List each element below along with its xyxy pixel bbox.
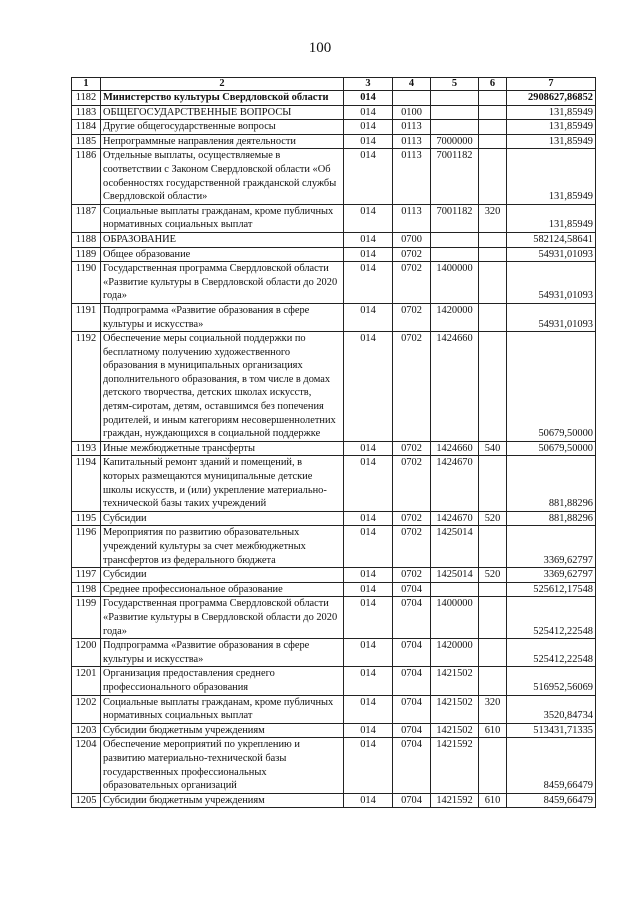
row-target-code: 1400000	[431, 597, 479, 639]
row-expense-type: 610	[479, 793, 507, 808]
row-name: Среднее профессиональное образование	[101, 582, 344, 597]
row-ministry-code: 014	[344, 441, 393, 456]
row-amount: 131,85949	[507, 134, 596, 149]
row-name: Государственная программа Свердловской области «Развитие культуры в Свердловской области до 2020 года»	[101, 597, 344, 639]
row-ministry-code: 014	[344, 105, 393, 120]
row-section-code: 0702	[393, 526, 431, 568]
row-expense-type	[479, 232, 507, 247]
row-section-code: 0702	[393, 568, 431, 583]
row-target-code: 1424660	[431, 441, 479, 456]
table-row	[72, 695, 596, 723]
table-header-row	[72, 78, 596, 91]
row-ministry-code: 014	[344, 793, 393, 808]
row-number: 1196	[72, 526, 101, 568]
row-expense-type	[479, 105, 507, 120]
row-number: 1193	[72, 441, 101, 456]
row-number: 1184	[72, 120, 101, 135]
row-ministry-code: 014	[344, 582, 393, 597]
row-name: Социальные выплаты гражданам, кроме публичных нормативных социальных выплат	[101, 204, 344, 232]
row-expense-type	[479, 134, 507, 149]
row-target-code: 1425014	[431, 526, 479, 568]
row-expense-type	[479, 247, 507, 262]
table-row	[72, 105, 596, 120]
row-amount: 54931,01093	[507, 262, 596, 304]
row-expense-type	[479, 120, 507, 135]
row-number: 1189	[72, 247, 101, 262]
row-ministry-code: 014	[344, 204, 393, 232]
budget-table	[71, 77, 596, 808]
row-section-code: 0702	[393, 247, 431, 262]
row-expense-type	[479, 332, 507, 442]
row-amount: 131,85949	[507, 120, 596, 135]
row-amount: 131,85949	[507, 149, 596, 204]
table-row	[72, 441, 596, 456]
row-ministry-code: 014	[344, 526, 393, 568]
table-row	[72, 582, 596, 597]
page-number: 100	[308, 40, 332, 56]
table-row	[72, 262, 596, 304]
column-header: 4	[393, 78, 431, 91]
row-target-code	[431, 232, 479, 247]
row-ministry-code: 014	[344, 332, 393, 442]
row-name: Мероприятия по развитию образовательных учреждений культуры за счет межбюджетных трансфертов из федерального бюджета	[101, 526, 344, 568]
row-section-code: 0702	[393, 262, 431, 304]
row-target-code	[431, 91, 479, 106]
row-ministry-code: 014	[344, 695, 393, 723]
table-row	[72, 723, 596, 738]
row-number: 1192	[72, 332, 101, 442]
column-header: 2	[101, 78, 344, 91]
row-name: Субсидии	[101, 511, 344, 526]
row-ministry-code: 014	[344, 134, 393, 149]
row-expense-type	[479, 303, 507, 331]
row-section-code: 0113	[393, 134, 431, 149]
row-number: 1186	[72, 149, 101, 204]
row-amount: 881,88296	[507, 511, 596, 526]
table-row	[72, 456, 596, 511]
row-target-code: 1421502	[431, 723, 479, 738]
row-number: 1195	[72, 511, 101, 526]
table-row	[72, 149, 596, 204]
row-expense-type: 540	[479, 441, 507, 456]
row-expense-type	[479, 582, 507, 597]
table-row	[72, 793, 596, 808]
row-target-code: 1421502	[431, 695, 479, 723]
row-number: 1182	[72, 91, 101, 106]
row-expense-type	[479, 738, 507, 793]
row-number: 1202	[72, 695, 101, 723]
row-ministry-code: 014	[344, 639, 393, 667]
table-row	[72, 204, 596, 232]
table-row	[72, 332, 596, 442]
row-ministry-code: 014	[344, 568, 393, 583]
row-name: ОБРАЗОВАНИЕ	[101, 232, 344, 247]
row-ministry-code: 014	[344, 232, 393, 247]
row-amount: 54931,01093	[507, 303, 596, 331]
row-number: 1200	[72, 639, 101, 667]
row-target-code: 1425014	[431, 568, 479, 583]
row-target-code: 1424670	[431, 511, 479, 526]
row-target-code	[431, 120, 479, 135]
row-amount: 582124,58641	[507, 232, 596, 247]
column-header: 5	[431, 78, 479, 91]
column-header: 1	[72, 78, 101, 91]
row-expense-type: 520	[479, 511, 507, 526]
row-ministry-code: 014	[344, 667, 393, 695]
row-name: Субсидии	[101, 568, 344, 583]
row-name: Общее образование	[101, 247, 344, 262]
row-target-code	[431, 247, 479, 262]
row-ministry-code: 014	[344, 456, 393, 511]
row-name: Непрограммные направления деятельности	[101, 134, 344, 149]
row-expense-type	[479, 262, 507, 304]
row-target-code: 1420000	[431, 303, 479, 331]
table-row	[72, 568, 596, 583]
row-target-code: 1421592	[431, 738, 479, 793]
row-ministry-code: 014	[344, 262, 393, 304]
row-number: 1201	[72, 667, 101, 695]
row-target-code: 1421592	[431, 793, 479, 808]
row-target-code: 1421502	[431, 667, 479, 695]
row-section-code	[393, 91, 431, 106]
row-expense-type: 320	[479, 695, 507, 723]
table-row	[72, 232, 596, 247]
row-target-code: 1420000	[431, 639, 479, 667]
row-amount: 8459,66479	[507, 738, 596, 793]
row-number: 1194	[72, 456, 101, 511]
row-amount: 131,85949	[507, 204, 596, 232]
row-section-code: 0702	[393, 511, 431, 526]
row-amount: 3520,84734	[507, 695, 596, 723]
row-expense-type	[479, 149, 507, 204]
row-expense-type	[479, 597, 507, 639]
row-target-code	[431, 582, 479, 597]
row-section-code: 0113	[393, 120, 431, 135]
row-number: 1187	[72, 204, 101, 232]
row-name: Подпрограмма «Развитие образования в сфере культуры и искусства»	[101, 639, 344, 667]
table-row	[72, 738, 596, 793]
row-number: 1191	[72, 303, 101, 331]
row-section-code: 0704	[393, 738, 431, 793]
table-row	[72, 526, 596, 568]
row-number: 1197	[72, 568, 101, 583]
row-target-code: 7001182	[431, 204, 479, 232]
row-number: 1205	[72, 793, 101, 808]
row-name: ОБЩЕГОСУДАРСТВЕННЫЕ ВОПРОСЫ	[101, 105, 344, 120]
row-name: Министерство культуры Свердловской области	[101, 91, 344, 106]
table-row	[72, 91, 596, 106]
row-number: 1198	[72, 582, 101, 597]
row-section-code: 0113	[393, 149, 431, 204]
column-header: 3	[344, 78, 393, 91]
row-target-code: 7000000	[431, 134, 479, 149]
row-section-code: 0700	[393, 232, 431, 247]
row-number: 1185	[72, 134, 101, 149]
column-header: 7	[507, 78, 596, 91]
row-amount: 516952,56069	[507, 667, 596, 695]
row-amount: 881,88296	[507, 456, 596, 511]
row-expense-type	[479, 456, 507, 511]
row-section-code: 0704	[393, 695, 431, 723]
row-amount: 525412,22548	[507, 639, 596, 667]
table-body	[72, 78, 596, 808]
row-name: Социальные выплаты гражданам, кроме публичных нормативных социальных выплат	[101, 695, 344, 723]
row-section-code: 0113	[393, 204, 431, 232]
row-name: Обеспечение меры социальной поддержки по бесплатному получению художественного образования в муниципальных организациях дополнительного образования, в том числе в домах детского творчества, детских школах искусств, детям-сиротам, детям, оставшимся без попечения родителей, и иным категориям несовершеннолетних граждан, нуждающихся в социальной поддержке	[101, 332, 344, 442]
row-amount: 3369,62797	[507, 568, 596, 583]
row-expense-type	[479, 91, 507, 106]
row-number: 1183	[72, 105, 101, 120]
row-name: Подпрограмма «Развитие образования в сфере культуры и искусства»	[101, 303, 344, 331]
row-name: Организация предоставления среднего профессионального образования	[101, 667, 344, 695]
row-section-code: 0704	[393, 582, 431, 597]
row-amount: 2908627,86852	[507, 91, 596, 106]
row-number: 1199	[72, 597, 101, 639]
row-expense-type	[479, 639, 507, 667]
row-amount: 525412,22548	[507, 597, 596, 639]
table-row	[72, 639, 596, 667]
table-row	[72, 597, 596, 639]
row-name: Субсидии бюджетным учреждениям	[101, 723, 344, 738]
table-row	[72, 247, 596, 262]
row-ministry-code: 014	[344, 303, 393, 331]
table-row	[72, 303, 596, 331]
row-section-code: 0704	[393, 639, 431, 667]
row-ministry-code: 014	[344, 120, 393, 135]
row-ministry-code: 014	[344, 247, 393, 262]
row-section-code: 0704	[393, 793, 431, 808]
row-ministry-code: 014	[344, 597, 393, 639]
column-header: 6	[479, 78, 507, 91]
row-amount: 50679,50000	[507, 332, 596, 442]
row-target-code: 7001182	[431, 149, 479, 204]
row-section-code: 0100	[393, 105, 431, 120]
row-ministry-code: 014	[344, 738, 393, 793]
row-target-code: 1400000	[431, 262, 479, 304]
row-section-code: 0702	[393, 303, 431, 331]
row-amount: 50679,50000	[507, 441, 596, 456]
row-section-code: 0704	[393, 723, 431, 738]
row-name: Иные межбюджетные трансферты	[101, 441, 344, 456]
row-amount: 8459,66479	[507, 793, 596, 808]
row-expense-type	[479, 667, 507, 695]
row-name: Обеспечение мероприятий по укреплению и развитию материально-технической базы государственных профессиональных образовательных организаций	[101, 738, 344, 793]
row-amount: 131,85949	[507, 105, 596, 120]
row-amount: 3369,62797	[507, 526, 596, 568]
row-section-code: 0704	[393, 667, 431, 695]
row-ministry-code: 014	[344, 91, 393, 106]
row-number: 1190	[72, 262, 101, 304]
row-number: 1203	[72, 723, 101, 738]
row-number: 1188	[72, 232, 101, 247]
row-name: Субсидии бюджетным учреждениям	[101, 793, 344, 808]
row-ministry-code: 014	[344, 149, 393, 204]
row-name: Другие общегосударственные вопросы	[101, 120, 344, 135]
row-section-code: 0702	[393, 441, 431, 456]
table-row	[72, 511, 596, 526]
row-expense-type: 520	[479, 568, 507, 583]
row-name: Отдельные выплаты, осуществляемые в соответствии с Законом Свердловской области «Об особенностях государственной гражданской службы Свердловской области»	[101, 149, 344, 204]
row-target-code: 1424670	[431, 456, 479, 511]
row-ministry-code: 014	[344, 723, 393, 738]
row-number: 1204	[72, 738, 101, 793]
row-amount: 54931,01093	[507, 247, 596, 262]
row-ministry-code: 014	[344, 511, 393, 526]
row-name: Государственная программа Свердловской области «Развитие культуры в Свердловской области до 2020 года»	[101, 262, 344, 304]
row-amount: 525612,17548	[507, 582, 596, 597]
row-amount: 513431,71335	[507, 723, 596, 738]
table-row	[72, 134, 596, 149]
row-target-code: 1424660	[431, 332, 479, 442]
row-expense-type: 320	[479, 204, 507, 232]
row-target-code	[431, 105, 479, 120]
row-section-code: 0702	[393, 332, 431, 442]
table-row	[72, 120, 596, 135]
row-section-code: 0704	[393, 597, 431, 639]
row-section-code: 0702	[393, 456, 431, 511]
row-expense-type: 610	[479, 723, 507, 738]
table-row	[72, 667, 596, 695]
row-expense-type	[479, 526, 507, 568]
row-name: Капитальный ремонт зданий и помещений, в которых размещаются муниципальные детские школы искусств, и (или) укрепление материально-технической базы таких учреждений	[101, 456, 344, 511]
